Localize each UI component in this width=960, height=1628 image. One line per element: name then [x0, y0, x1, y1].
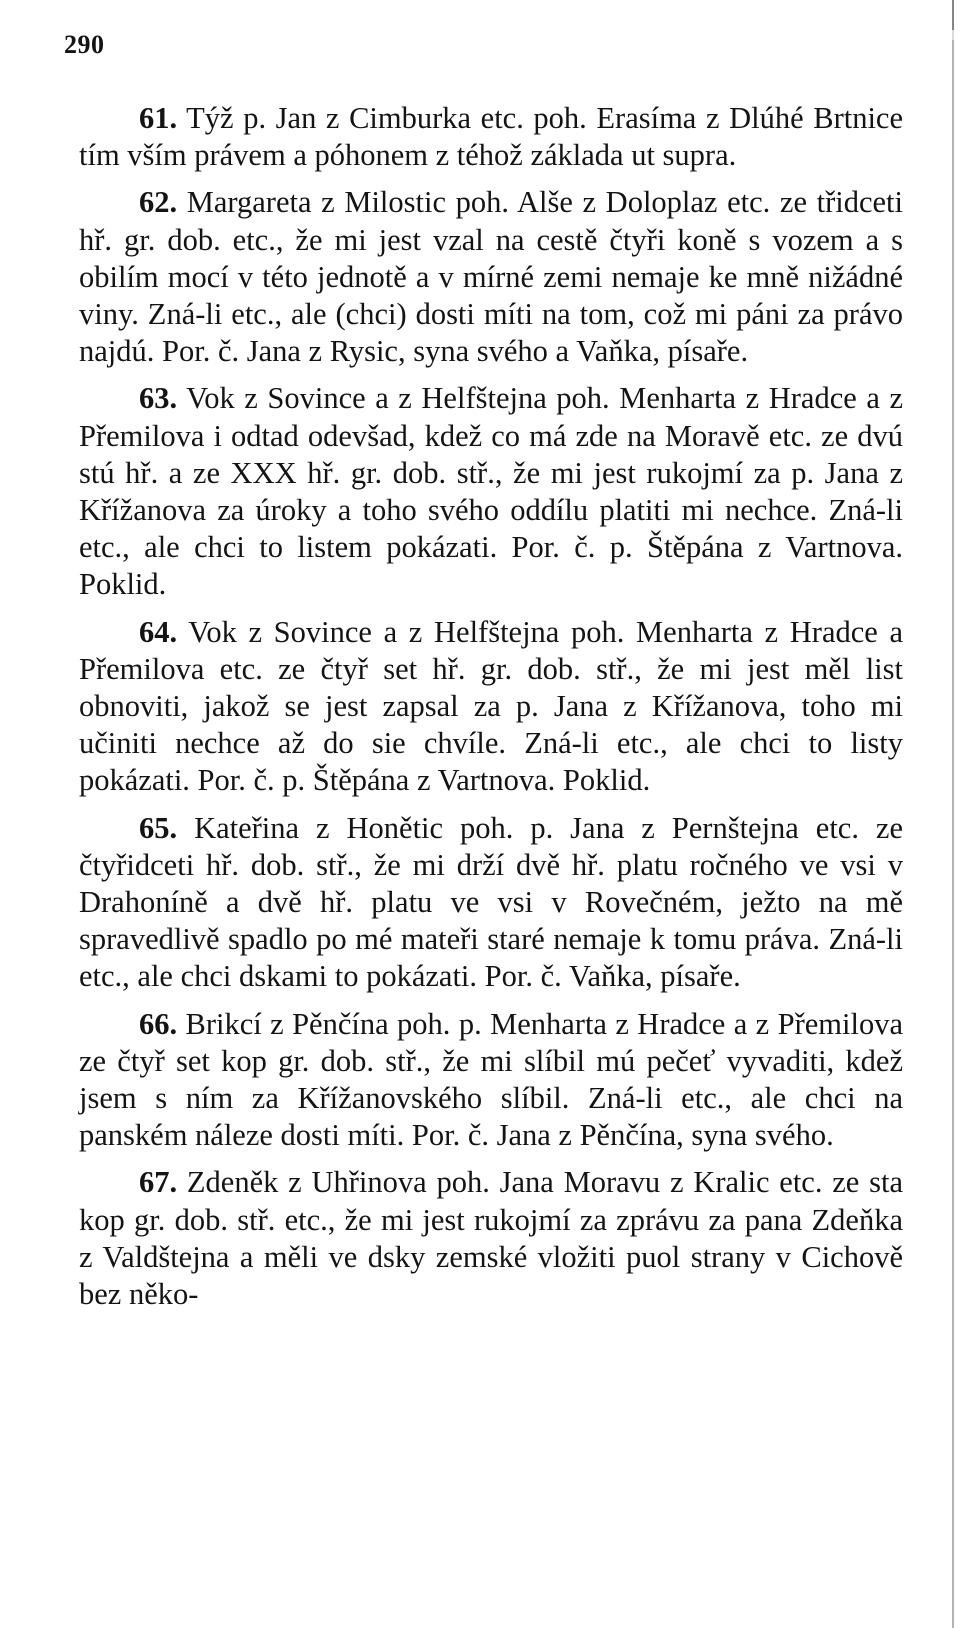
entry-text: Zdeněk z Uhřinova poh. Jana Moravu z Kralic etc. ze sta kop gr. dob. stř. etc., že mi jest rukojmí za zprávu za pana Zdeňka z Valdštejna a měli ve dsky zemské vložiti puol strany v Cichově bez něko-: [79, 1165, 903, 1312]
entry-65: [79, 810, 903, 996]
entry-62: [79, 184, 903, 370]
entry-number: 65.: [139, 810, 178, 845]
entry-number: 63.: [139, 381, 178, 416]
entry-text: Týž p. Jan z Cimburka etc. poh. Erasíma z Dlúhé Brtnice tím vším právem a póhonem z téhož základa ut supra.: [79, 101, 903, 173]
entry-text: Margareta z Milostic poh. Alše z Doloplaz etc. ze třidceti hř. gr. dob. etc., že mi jest vzal na cestě čtyři koně s vozem a s obilím mocí v této jednotě a v mírné zemi nemaje ke mně nižádné viny. Zná-li etc., ale (chci) dosti míti na tom, což mi páni za právo najdú. Por. č. Jana z Rysic, syna svého a Vaňka, písaře.: [79, 185, 903, 369]
entry-number: 66.: [139, 1006, 178, 1041]
entry-text: Kateřina z Honětic poh. p. Jana z Pernštejna etc. ze čtyřidceti hř. dob. stř., že mi drží dvě hř. platu ročného ve vsi v Drahoníně a dvě hř. platu ve vsi v Rovečném, ježto na mě spravedlivě spadlo po mé mateři staré nemaje k tomu práva. Zná-li etc., ale chci dskami to pokázati. Por. č. Vaňka, písaře.: [79, 810, 903, 994]
entry-text: Vok z Sovince a z Helfštejna poh. Menharta z Hradce a z Přemilova i odtad odevšad, kdež co má zde na Moravě etc. ze dvú stú hř. a ze XXX hř. gr. dob. stř., že mi jest rukojmí za p. Jana z Křížanova za úroky a toho svého oddílu platiti mi nechce. Zná-li etc., ale chci to listem pokázati. Por. č. p. Štěpána z Vartnova. Poklid.: [79, 381, 903, 602]
entry-67: [79, 1164, 903, 1313]
entry-61: [79, 100, 903, 174]
entry-text: Brikcí z Pěnčína poh. p. Menharta z Hradce a z Přemilova ze čtyř set kop gr. dob. stř., že mi slíbil mú pečeť vyvaditi, kdež jsem s ním za Křížanovského slíbil. Zná-li etc., ale chci na panském náleze dosti míti. Por. č. Jana z Pěnčína, syna svého.: [79, 1006, 903, 1153]
entry-number: 61.: [139, 101, 178, 135]
entry-64: [79, 614, 903, 800]
page-edge-line: [952, 0, 954, 1628]
entry-number: 67.: [139, 1165, 178, 1200]
entry-63: [79, 380, 903, 603]
page-body-text: [79, 100, 903, 1323]
entry-number: 64.: [139, 614, 178, 649]
entry-text: Vok z Sovince a z Helfštejna poh. Menharta z Hradce a Přemilova etc. ze čtyř set hř. gr. dob. stř., že mi jest měl list obnoviti, jakož se jest zapsal za p. Jana z Křížanova, toho mi učiniti nechce až do sie chvíle. Zná-li etc., ale chci to listy pokázati. Por. č. p. Štěpána z Vartnova. Poklid.: [79, 614, 903, 798]
entry-number: 62.: [139, 185, 178, 220]
page-number: 290: [64, 30, 105, 59]
entry-66: [79, 1006, 903, 1155]
